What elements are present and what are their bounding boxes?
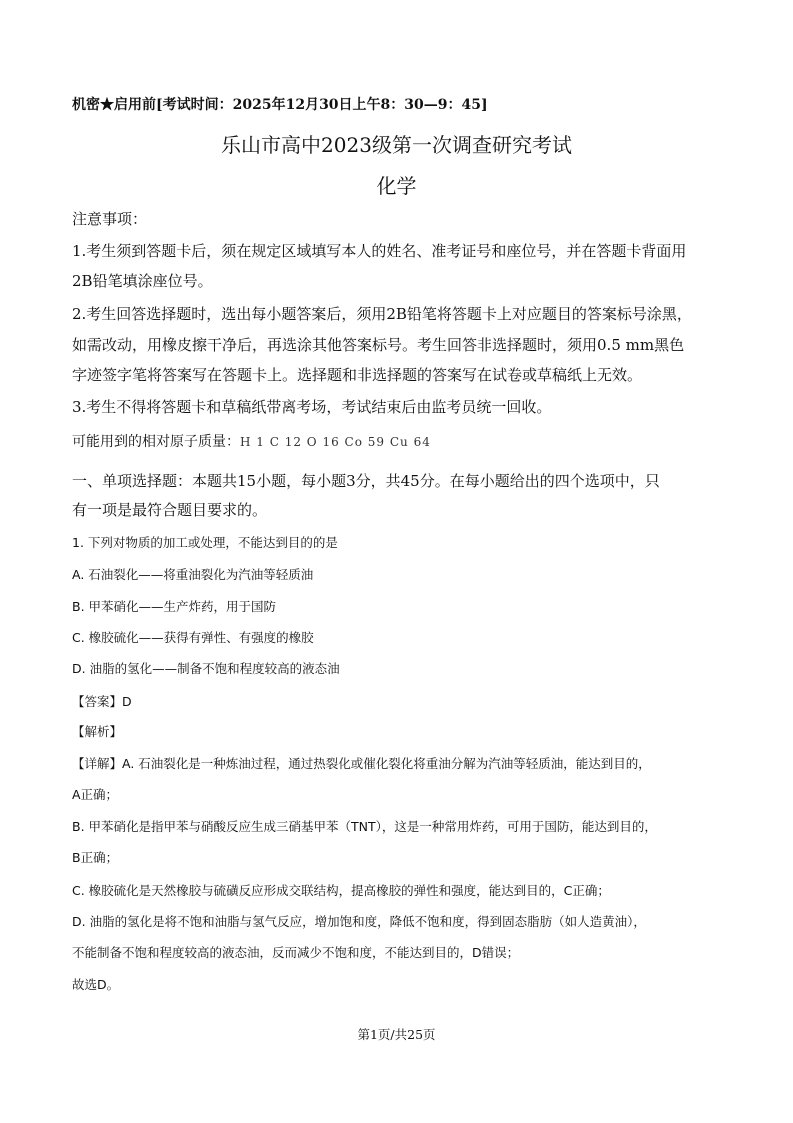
detail-line-3: B. 甲苯硝化是指甲苯与硝酸反应生成三硝基甲苯（TNT），这是一种常用炸药，可用于国防，能达到目的， — [72, 819, 657, 834]
notes-heading: 注意事项： — [72, 210, 148, 228]
detail-text-1: A. 石油裂化是一种炼油过程，通过热裂化或催化裂化将重油分解为汽油等轻质油，能达到目的， — [122, 756, 651, 771]
detail-line-6: D. 油脂的氢化是将不饱和油脂与氢气反应，增加饱和度，降低不饱和度，得到固态脂肪（如人造黄油）， — [72, 914, 646, 929]
analysis-label: 【解析】 — [72, 724, 123, 739]
section-1-instructions-line-1: 一、单项选择题：本题共15小题，每小题3分，共45分。在每小题给出的四个选项中，只 — [72, 472, 660, 490]
note-item-3: 3.考生不得将答题卡和草稿纸带离考场，考试结束后由监考员统一回收。 — [72, 398, 552, 416]
question-1-answer — [72, 692, 132, 710]
question-1-option-a: A. 石油裂化——将重油裂化为汽油等轻质油 — [72, 567, 314, 582]
note-item-1-line-1: 1.考生须到答题卡后，须在规定区域填写本人的姓名、准考证号和座位号，并在答题卡背面用 — [72, 242, 687, 260]
atomic-masses-label: 可能用到的相对原子质量： — [72, 434, 240, 450]
detail-line-1 — [72, 754, 651, 772]
detail-label: 【详解】 — [72, 756, 123, 771]
note-item-2-line-2: 如需改动，用橡皮擦干净后，再选涂其他答案标号。考生回答非选择题时，须用0.5 mm黑色 — [72, 336, 685, 354]
question-1-option-c: C. 橡胶硫化——获得有弹性、有强度的橡胶 — [72, 630, 314, 645]
detail-line-7: 不能制备不饱和程度较高的液态油，反而减少不饱和度，不能达到目的，D错误； — [72, 945, 520, 960]
detail-line-8: 故选D。 — [72, 977, 120, 992]
note-item-2-line-1: 2.考生回答选择题时，选出每小题答案后，须用2B铅笔将答题卡上对应题目的答案标号涂黑， — [72, 305, 692, 323]
note-item-2-line-3: 字迹签字笔将答案写在答题卡上。选择题和非选择题的答案写在试卷或草稿纸上无效。 — [72, 366, 643, 384]
detail-line-4: B正确； — [72, 850, 119, 865]
answer-value: D — [122, 694, 132, 709]
atomic-masses-values: H 1 C 12 O 16 Co 59 Cu 64 — [240, 435, 431, 449]
question-1-option-d: D. 油脂的氢化——制备不饱和程度较高的液态油 — [72, 661, 340, 676]
page-footer: 第1页/共25页 — [357, 1027, 436, 1042]
question-1-stem: 1. 下列对物质的加工或处理，不能达到目的的是 — [72, 535, 338, 550]
detail-line-2: A正确； — [72, 787, 119, 802]
note-item-1-line-2: 2B铅笔填涂座位号。 — [72, 272, 213, 290]
question-1-option-b: B. 甲苯硝化——生产炸药，用于国防 — [72, 599, 277, 614]
answer-label: 【答案】 — [72, 694, 123, 709]
confidential-exam-time: 机密★启用前[考试时间：2025年12月30日上午8：30—9：45] — [72, 97, 488, 113]
subject-title: 化学 — [376, 174, 417, 198]
detail-line-5: C. 橡胶硫化是天然橡胶与硫磺反应形成交联结构，提高橡胶的弹性和强度，能达到目的，C正确； — [72, 883, 610, 898]
atomic-masses — [72, 431, 431, 451]
exam-title: 乐山市高中2023级第一次调查研究考试 — [221, 133, 572, 157]
section-1-instructions-line-2: 有一项是最符合题目要求的。 — [72, 501, 268, 519]
